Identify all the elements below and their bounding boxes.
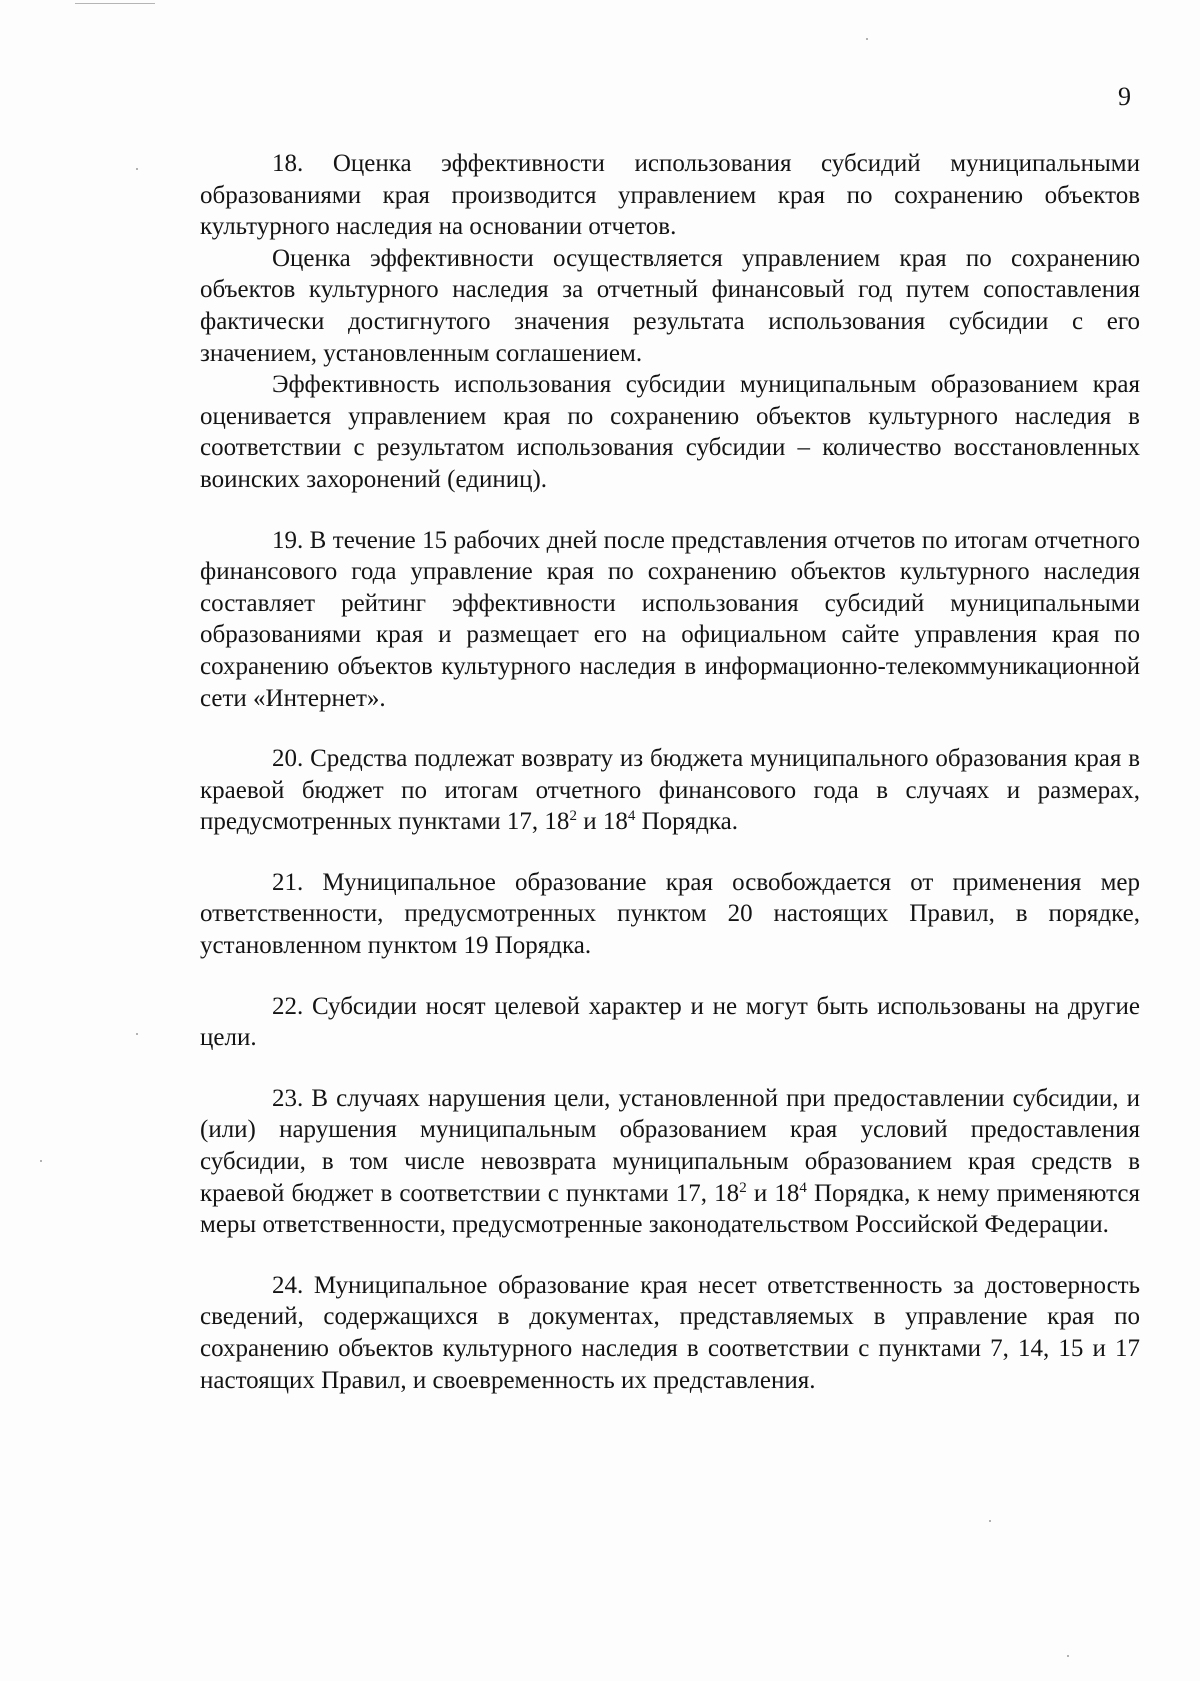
document-body <box>200 148 1140 1396</box>
scan-speck <box>989 1520 991 1522</box>
paragraph-18-efficiency-result: Эффективность использования субсидии муниципальным образованием края оценивается управлением края по сохранению объектов культурного наследия в соответствии с результатом использования субсидии – количество восстановленных воинских захоронений (единиц). <box>200 371 1140 493</box>
scan-speck <box>136 168 138 170</box>
paragraph-22: 22. Субсидии носят целевой характер и не могут быть использованы на другие цели. <box>200 992 1140 1052</box>
page-number: 9 <box>1118 82 1131 111</box>
paragraph-20-text-middle: и 18 <box>576 808 628 836</box>
paragraph-23-text-middle: и 18 <box>746 1179 800 1207</box>
paragraph-18-efficiency-method: Оценка эффективности осуществляется управлением края по сохранению объектов культурного наследия за отчетный финансовый год путем сопоставления фактически достигнутого значения результата использования субсидии с его значением, установленным соглашением. <box>200 244 1140 367</box>
scan-speck <box>1067 1655 1069 1657</box>
paragraph-18-assessment: 18. Оценка эффективности использования субсидий муниципальными образованиями края производится управлением края по сохранению объектов культурного наследия на основании отчетов. <box>200 150 1140 241</box>
paragraph-19: 19. В течение 15 рабочих дней после представления отчетов по итогам отчетного финансового года управление края по сохранению объектов культурного наследия составляет рейтинг эффективности использования субсидий муниципальными образованиями края и размещает его на официальном сайте управления края по сохранению объектов культурного наследия в информационно-телекоммуникационной сети «Интернет». <box>200 526 1140 712</box>
paragraph-20 <box>200 743 1140 838</box>
paragraph-21: 21. Муниципальное образование края освобождается от применения мер ответственности, предусмотренных пунктом 20 настоящих Правил, в порядке, установленном пунктом 19 Порядка. <box>200 868 1140 960</box>
paragraph-23 <box>200 1083 1140 1241</box>
paragraph-20-text-end: Порядка. <box>635 808 738 836</box>
paragraph-23-text-end: Порядка, к нему применяются меры ответственности, предусмотренные законодательством Российской Федерации. <box>200 1179 1140 1239</box>
scan-speck <box>40 1160 42 1162</box>
scan-artifact-line <box>75 3 155 4</box>
scan-speck <box>136 1033 138 1035</box>
paragraph-20-text-start: 20. Средства подлежат возврату из бюджета муниципального образования края в краевой бюджет по итогам отчетного финансового года в случаях и размерах, предусмотренных пунктами 17, 18 <box>200 745 1140 836</box>
paragraph-20-superscript-2: 4 <box>627 808 636 825</box>
paragraph-24: 24. Муниципальное образование края несет ответственность за достоверность сведений, содержащихся в документах, представляемых в управление края по сохранению объектов культурного наследия в соответствии с пунктами 7, 14, 15 и 17 настоящих Правил, и своевременность их представления. <box>200 1271 1140 1394</box>
paragraph-23-superscript-1: 2 <box>739 1179 747 1196</box>
paragraph-23-superscript-2: 4 <box>799 1179 807 1196</box>
paragraph-20-superscript-1: 2 <box>569 808 577 825</box>
scan-speck <box>866 38 868 40</box>
paragraph-23-text-start: 23. В случаях нарушения цели, установленной при предоставлении субсидии, и (или) нарушения муниципальным образованием края условий предоставления субсидии, в том числе невозврата муниципальным образованием края средств в краевой бюджет в соответствии с пунктами 17, 18 <box>200 1084 1140 1207</box>
